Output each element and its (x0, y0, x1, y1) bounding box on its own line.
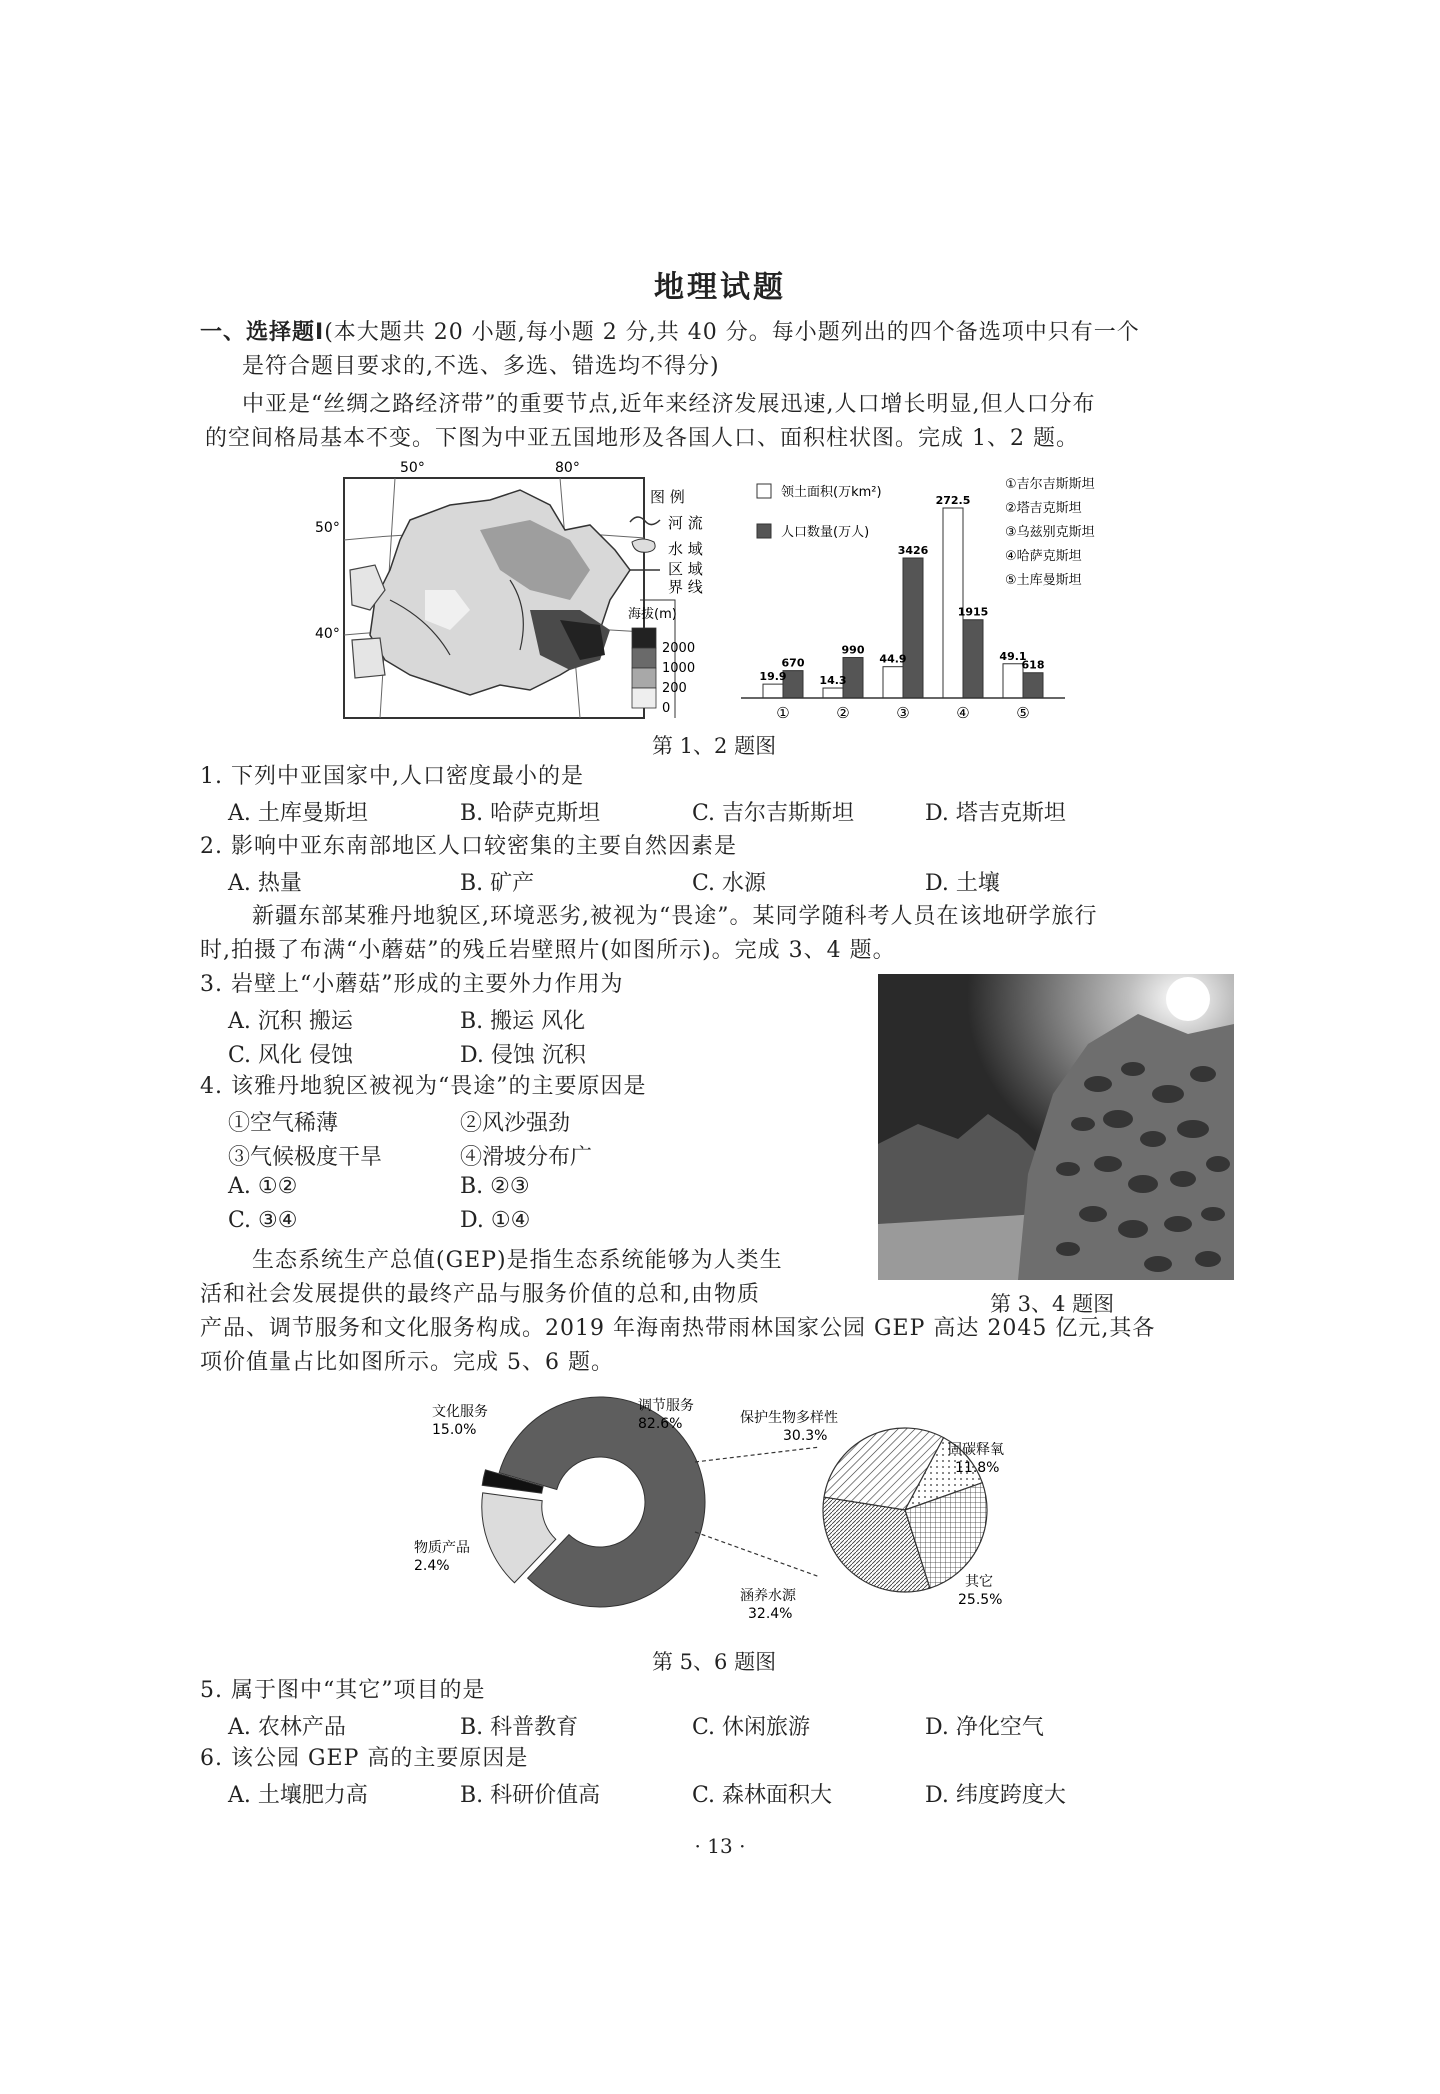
bar-population-4 (963, 620, 983, 698)
section-desc-line1: (本大题共 20 小题,每小题 2 分,共 40 分。每小题列出的四个备选项中只有一个 (324, 320, 1140, 345)
fig3-caption: 第 5、6 题图 (652, 1650, 777, 1674)
category-label-2: ② (836, 704, 850, 722)
q3-option-d[interactable]: D. 侵蚀 沉积 (460, 1043, 586, 1068)
legend-population: 人口数量(万人) (781, 525, 870, 540)
passage3-line3: 产品、调节服务和文化服务构成。2019 年海南热带雨林国家公园 GEP 高达 2045 亿元,其各 (200, 1316, 1156, 1341)
q1-option-a[interactable]: A. 土库曼斯坦 (228, 801, 368, 826)
q5-option-a[interactable]: A. 农林产品 (228, 1715, 346, 1740)
page-number: · 13 · (694, 1834, 746, 1858)
passage3-line4: 项价值量占比如图所示。完成 5、6 题。 (200, 1350, 614, 1375)
q2-option-b[interactable]: B. 矿产 (460, 871, 535, 896)
q4-item-1: ①空气稀薄 (228, 1111, 339, 1136)
legend-area: 领土面积(万km²) (781, 485, 882, 500)
label-other: 其它 (965, 1574, 993, 1590)
q1-option-b[interactable]: B. 哈萨克斯坦 (460, 801, 601, 826)
connector-top (695, 1447, 820, 1462)
bar-area-label-4: 272.5 (935, 494, 971, 507)
q1-option-c[interactable]: C. 吉尔吉斯斯坦 (692, 801, 855, 826)
bar-area-4 (943, 508, 963, 698)
bar-population-5 (1023, 673, 1043, 698)
pct-regulating: 82.6% (638, 1416, 683, 1432)
legend-boundary: 界 线 (668, 578, 703, 596)
q4-item-4: ④滑坡分布广 (460, 1145, 593, 1170)
q4-item-2: ②风沙强劲 (460, 1111, 571, 1136)
bar-area-label-1: 19.9 (759, 670, 787, 684)
q5-option-c[interactable]: C. 休闲旅游 (692, 1715, 811, 1740)
q4-option-b[interactable]: B. ②③ (460, 1174, 530, 1199)
pct-biodiversity: 30.3% (783, 1428, 828, 1444)
q6-stem: 6. 该公园 GEP 高的主要原因是 (200, 1746, 529, 1771)
pct-other: 25.5% (958, 1592, 1003, 1608)
fig1-caption: 第 1、2 题图 (652, 734, 777, 758)
pct-carbon: 11.8% (955, 1460, 1000, 1476)
bar-area-2 (823, 688, 843, 698)
q1-stem: 1. 下列中亚国家中,人口密度最小的是 (200, 764, 584, 789)
legend-water: 水 域 (668, 540, 703, 558)
q6-option-a[interactable]: A. 土壤肥力高 (228, 1783, 368, 1808)
bar-population-label-5: 618 (1021, 658, 1045, 672)
country-legend-2: ②塔吉克斯坦 (1005, 501, 1082, 516)
page-title: 地理试题 (654, 270, 786, 305)
elev-2000: 2000 (662, 641, 696, 656)
q1-option-d[interactable]: D. 塔吉克斯坦 (925, 801, 1066, 826)
label-carbon: 固碳释氧 (948, 1442, 1004, 1458)
bar-area-label-3: 44.9 (879, 652, 907, 666)
legend-title: 图 例 (650, 488, 685, 506)
q6-option-d[interactable]: D. 纬度跨度大 (925, 1783, 1066, 1808)
lat-label-50: 50° (315, 520, 340, 536)
bar-area-label-2: 14.3 (819, 674, 847, 688)
country-legend-1: ①吉尔吉斯斯坦 (1005, 477, 1095, 492)
bar-population-label-2: 990 (841, 643, 865, 657)
passage1-line1: 中亚是“丝绸之路经济带”的重要节点,近年来经济发展迅速,人口增长明显,但人口分布 (242, 392, 1096, 417)
label-regulating: 调节服务 (638, 1398, 694, 1414)
q4-option-d[interactable]: D. ①④ (460, 1208, 531, 1233)
bar-population-3 (903, 558, 923, 698)
elev-title: 海拔(m) (628, 607, 677, 622)
label-water: 涵养水源 (740, 1588, 796, 1604)
bar-population-label-1: 670 (781, 656, 805, 670)
q3-stem: 3. 岩壁上“小蘑菇”形成的主要外力作用为 (200, 972, 624, 997)
category-label-3: ③ (896, 704, 910, 722)
q3-option-a[interactable]: A. 沉积 搬运 (228, 1009, 353, 1034)
river-legend-icon (630, 517, 660, 525)
q2-stem: 2. 影响中亚东南部地区人口较密集的主要自然因素是 (200, 834, 737, 859)
lon-label-80: 80° (555, 460, 580, 476)
q5-option-d[interactable]: D. 净化空气 (925, 1715, 1044, 1740)
q5-stem: 5. 属于图中“其它”项目的是 (200, 1678, 486, 1703)
lat-label-40: 40° (315, 626, 340, 642)
elev-1000: 1000 (662, 661, 696, 676)
elev-0: 0 (662, 701, 671, 716)
category-label-5: ⑤ (1016, 704, 1030, 722)
q4-option-a[interactable]: A. ①② (228, 1174, 298, 1199)
passage1-line2: 的空间格局基本不变。下图为中亚五国地形及各国人口、面积柱状图。完成 1、2 题。 (205, 426, 1079, 451)
legend-region: 区 域 (668, 560, 703, 578)
bar-area-label-5: 49.1 (999, 649, 1027, 663)
category-label-1: ① (776, 704, 790, 722)
q6-option-b[interactable]: B. 科研价值高 (460, 1783, 601, 1808)
legend-river: 河 流 (668, 514, 703, 532)
pct-material: 2.4% (414, 1558, 450, 1574)
yardang-photo (878, 974, 1234, 1280)
country-legend-3: ③乌兹别克斯坦 (1005, 525, 1095, 540)
bar-area-1 (763, 684, 783, 698)
bar-population-label-3: 3426 (897, 544, 929, 557)
country-legend-4: ④哈萨克斯坦 (1005, 549, 1082, 564)
q6-option-c[interactable]: C. 森林面积大 (692, 1783, 833, 1808)
section-label: 一、选择题Ⅰ (200, 320, 325, 345)
q2-option-d[interactable]: D. 土壤 (925, 871, 1000, 896)
elev-200: 200 (662, 681, 687, 696)
q2-option-c[interactable]: C. 水源 (692, 871, 767, 896)
label-biodiversity: 保护生物多样性 (740, 1410, 838, 1426)
q3-option-b[interactable]: B. 搬运 风化 (460, 1009, 586, 1034)
map-legend (620, 480, 740, 730)
passage2-line1: 新疆东部某雅丹地貌区,环境恶劣,被视为“畏途”。某同学随科考人员在该地研学旅行 (252, 904, 1098, 929)
bar-area-3 (883, 667, 903, 698)
pct-water: 32.4% (748, 1606, 793, 1622)
bar-area-5 (1003, 664, 1023, 698)
photo-caption: 第 3、4 题图 (990, 1292, 1115, 1316)
passage2-line2: 时,拍摄了布满“小蘑菇”的残丘岩壁照片(如图所示)。完成 3、4 题。 (200, 938, 896, 963)
section-desc-line2: 是符合题目要求的,不选、多选、错选均不得分) (242, 354, 720, 379)
passage3-line2: 活和社会发展提供的最终产品与服务价值的总和,由物质 (200, 1282, 760, 1307)
passage3-line1: 生态系统生产总值(GEP)是指生态系统能够为人类生 (252, 1248, 783, 1273)
q2-option-a[interactable]: A. 热量 (228, 871, 302, 896)
q5-option-b[interactable]: B. 科普教育 (460, 1715, 579, 1740)
bar-population-label-4: 1915 (957, 605, 989, 619)
water-legend-icon (632, 539, 655, 552)
section-header (200, 318, 1140, 348)
label-material: 物质产品 (414, 1540, 470, 1556)
country-legend-5: ⑤土库曼斯坦 (1005, 573, 1082, 588)
gep-composition-chart (400, 1392, 1080, 1642)
q4-item-3: ③气候极度干旱 (228, 1145, 383, 1170)
q4-option-c[interactable]: C. ③④ (228, 1208, 298, 1233)
lon-label-50: 50° (400, 460, 425, 476)
pct-cultural: 15.0% (432, 1422, 477, 1438)
connector-bottom (695, 1532, 820, 1577)
q4-stem: 4. 该雅丹地貌区被视为“畏途”的主要原因是 (200, 1074, 647, 1099)
q3-option-c[interactable]: C. 风化 侵蚀 (228, 1043, 354, 1068)
label-cultural: 文化服务 (432, 1404, 488, 1420)
population-area-bar-chart (735, 476, 1145, 726)
category-label-4: ④ (956, 704, 970, 722)
